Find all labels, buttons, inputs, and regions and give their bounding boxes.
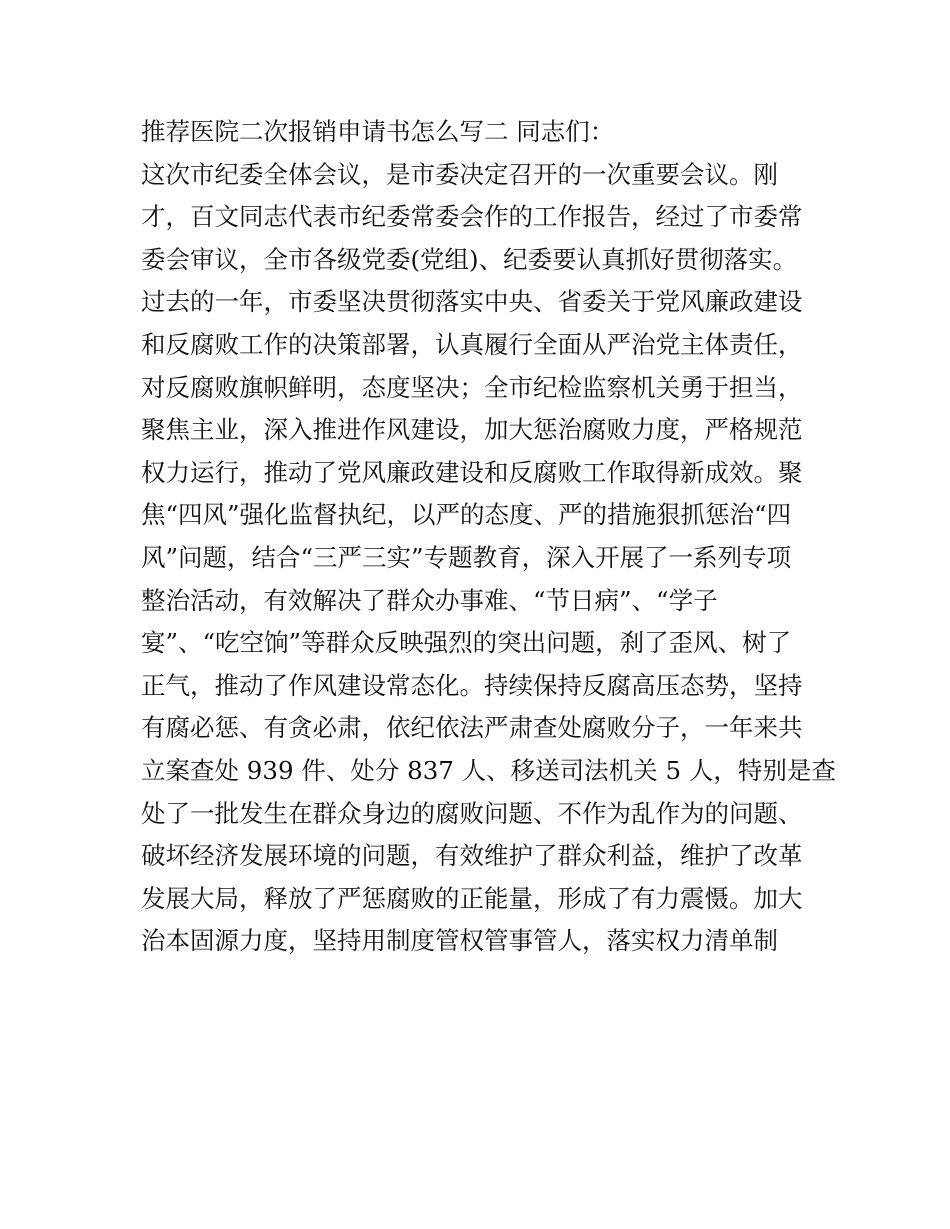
text-line: 焦“四风”强化监督执纪，以严的态度、严的措施狠抓惩治“四 — [141, 500, 792, 530]
text-line: 委会审议，全市各级党委(党组)、纪委要认真抓好贯彻落实。 — [141, 244, 798, 274]
text-line: 这次市纪委全体会议，是市委决定召开的一次重要会议。刚 — [141, 159, 778, 189]
text-line: 治本固源力度，坚持用制度管权管事管人，落实权力清单制 — [141, 926, 778, 956]
text-line: 正气，推动了作风建设常态化。持续保持反腐高压态势，坚持 — [141, 670, 803, 700]
text-line: 权力运行，推动了党风廉政建设和反腐败工作取得新成效。聚 — [141, 457, 803, 487]
text-line: 聚焦主业，深入推进作风建设，加大惩治腐败力度，严格规范 — [141, 415, 803, 445]
text-line: 有腐必惩、有贪必肃，依纪依法严肃查处腐败分子，一年来共 — [141, 713, 803, 743]
text-line: 发展大局，释放了严惩腐败的正能量，形成了有力震慑。加大 — [141, 883, 803, 913]
text-line: 整治活动，有效解决了群众办事难、“节日病”、“学子 — [141, 585, 718, 615]
text-line: 过去的一年，市委坚决贯彻落实中央、省委关于党风廉政建设 — [141, 287, 803, 317]
text-line: 破坏经济发展环境的问题，有效维护了群众利益，维护了改革 — [141, 841, 803, 871]
text-line: 和反腐败工作的决策部署，认真履行全面从严治党主体责任， — [141, 329, 803, 359]
text-line: 立案查处 939 件、处分 837 人、移送司法机关 5 人，特别是查 — [141, 755, 836, 785]
document-title-line: 推荐医院二次报销申请书怎么写二 同志们： — [141, 117, 615, 146]
text-line: 宴”、“吃空饷”等群众反映强烈的突出问题，刹了歪风、树了 — [141, 628, 792, 658]
text-line: 对反腐败旗帜鲜明，态度坚决；全市纪检监察机关勇于担当， — [141, 372, 803, 402]
text-line: 处了一批发生在群众身边的腐败问题、不作为乱作为的问题、 — [141, 798, 803, 828]
text-line: 风”问题，结合“三严三实”专题教育，深入开展了一系列专项 — [141, 542, 792, 572]
text-line: 才，百文同志代表市纪委常委会作的工作报告，经过了市委常 — [141, 202, 803, 232]
document-body — [141, 112, 836, 961]
